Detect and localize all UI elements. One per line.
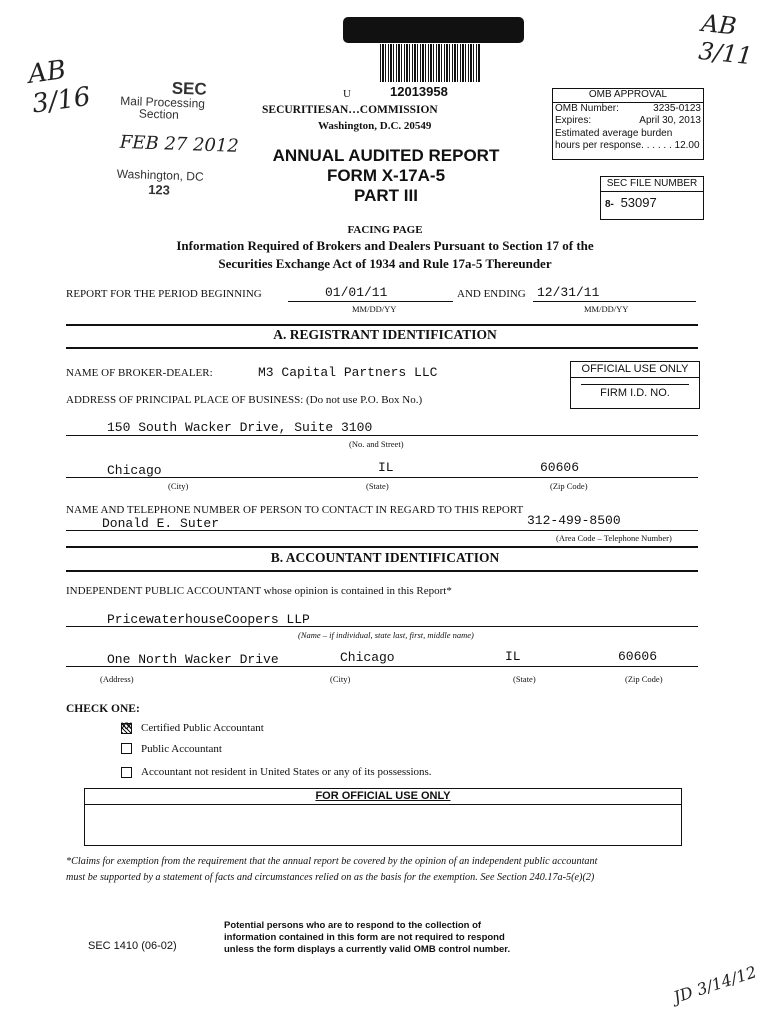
omb-number: 3235-0123 <box>653 102 701 114</box>
address-label: ADDRESS OF PRINCIPAL PLACE OF BUSINESS: (Do not use P.O. Box No.) <box>66 394 423 406</box>
accountant-city: Chicago <box>340 650 395 665</box>
omb-title: OMB APPROVAL <box>553 89 703 103</box>
stamp-city: Washington, DC <box>116 166 204 184</box>
accountant-name-caption: (Name – if individual, state last, first, middle name) <box>298 630 474 640</box>
info-line-1: Information Required of Brokers and Dealers Pursuant to Section 17 of the <box>176 238 594 253</box>
period-begin-format: MM/DD/YY <box>352 304 397 314</box>
accountant-state-caption: (State) <box>513 674 536 684</box>
form-number: SEC 1410 (06-02) <box>88 940 177 952</box>
sec-file-prefix: 8- <box>605 199 614 210</box>
handwriting-top-left: AB 3/16 <box>26 54 93 120</box>
title-line-3: PART III <box>354 186 418 205</box>
period-end-format: MM/DD/YY <box>584 304 629 314</box>
nonresident-accountant-checkbox[interactable] <box>121 767 132 778</box>
for-official-use-title: FOR OFFICIAL USE ONLY <box>85 789 681 805</box>
registrant-zip: 60606 <box>540 460 580 475</box>
broker-name: M3 Capital Partners LLC <box>258 365 438 380</box>
contact-phone: 312-499-8500 <box>527 513 621 528</box>
handwriting-top-right: AB 3/11 <box>697 9 754 71</box>
omb-notice <box>224 920 510 956</box>
stamp-date: FEB 27 2012 <box>119 131 240 157</box>
check-mark: XX <box>121 721 132 731</box>
public-accountant-checkbox[interactable] <box>121 743 132 754</box>
stamp-section: Section <box>138 106 180 122</box>
official-use-only: OFFICIAL USE ONLY <box>571 362 699 378</box>
section-b-title: B. ACCOUNTANT IDENTIFICATION <box>270 550 500 565</box>
form-title <box>268 146 504 206</box>
stamp-mail-processing: Mail Processing <box>120 93 206 111</box>
zip-caption: (Zip Code) <box>550 481 588 491</box>
title-line-2: FORM X-17A-5 <box>326 166 446 185</box>
omb-number-label: OMB Number: <box>555 102 619 114</box>
sec-file-number: 53097 <box>620 195 657 210</box>
period-begin-label: REPORT FOR THE PERIOD BEGINNING <box>66 288 262 300</box>
stamp-number: 123 <box>147 181 171 198</box>
sec-file-title: SEC FILE NUMBER <box>601 177 703 192</box>
omb-burden-2: hours per response. . . . . . 12.00 <box>555 140 700 151</box>
street-address: 150 South Wacker Drive, Suite 3100 <box>107 420 373 435</box>
public-accountant-label: Public Accountant <box>141 743 222 755</box>
received-stamp <box>116 78 250 200</box>
accountant-name: PricewaterhouseCoopers LLP <box>107 612 310 627</box>
omb-notice-1: Potential persons who are to respond to the collection of <box>224 920 482 931</box>
footnote-line-2: must be supported by a statement of facts and circumstances relied on as the basis for the exemption. See Section 240.17a-5(e)(2) <box>66 872 595 883</box>
period-end: 12/31/11 <box>537 285 600 300</box>
info-line-2: Securities Exchange Act of 1934 and Rule 17a-5 Thereunder <box>218 256 552 271</box>
firm-id-label: FIRM I.D. NO. <box>600 387 670 399</box>
registrant-city: Chicago <box>107 463 162 478</box>
official-use-box <box>570 361 700 409</box>
broker-name-label: NAME OF BROKER-DEALER: <box>66 367 213 379</box>
period-begin: 01/01/11 <box>325 285 388 300</box>
accountant-state: IL <box>505 649 521 664</box>
check-one-title: CHECK ONE: <box>66 703 140 715</box>
certified-public-accountant-label: Certified Public Accountant <box>141 722 264 734</box>
registrant-state: IL <box>378 460 394 475</box>
phone-caption: (Area Code – Telephone Number) <box>556 533 672 543</box>
redaction-bar <box>343 17 524 43</box>
handwriting-bottom-right: JD 3/14/12 <box>671 962 759 1007</box>
sec-file-number-box <box>600 176 704 220</box>
title-line-1: ANNUAL AUDITED REPORT <box>272 146 500 165</box>
header-prefix: U <box>343 88 351 100</box>
accountant-zip: 60606 <box>618 649 658 664</box>
state-caption: (State) <box>366 481 389 491</box>
omb-notice-2: information contained in this form are not required to respond <box>224 932 505 943</box>
barcode <box>380 44 480 82</box>
for-official-use-box <box>84 788 682 846</box>
omb-expires-label: Expires: <box>555 115 592 126</box>
contact-label: NAME AND TELEPHONE NUMBER OF PERSON TO CONTACT IN REGARD TO THIS REPORT <box>66 504 524 516</box>
city-caption: (City) <box>168 481 189 491</box>
footnote-line-1: *Claims for exemption from the requirement that the annual report be covered by the opinion of an independent public accountant <box>66 856 598 867</box>
accountant-address: One North Wacker Drive <box>107 652 279 667</box>
period-end-label: AND ENDING <box>457 288 526 300</box>
omb-approval-box <box>552 88 704 160</box>
accountant-address-caption: (Address) <box>100 674 134 684</box>
agency-name: SECURITIESAN…COMMISSION <box>262 104 438 116</box>
section-a-title: A. REGISTRANT IDENTIFICATION <box>273 327 497 342</box>
street-caption: (No. and Street) <box>349 439 404 449</box>
accountant-label: INDEPENDENT PUBLIC ACCOUNTANT whose opinion is contained in this Report* <box>66 585 452 597</box>
omb-notice-3: unless the form displays a currently valid OMB control number. <box>224 944 511 955</box>
facing-page: FACING PAGE <box>347 224 423 236</box>
contact-name: Donald E. Suter <box>102 516 220 531</box>
omb-burden-1: Estimated average burden <box>555 127 673 139</box>
barcode-number: 12013958 <box>390 84 448 99</box>
omb-expires: April 30, 2013 <box>639 115 701 126</box>
stamp-sec: SEC <box>171 78 208 99</box>
accountant-zip-caption: (Zip Code) <box>625 674 663 684</box>
nonresident-accountant-label: Accountant not resident in United States or any of its possessions. <box>141 766 432 778</box>
accountant-city-caption: (City) <box>330 674 351 684</box>
agency-address: Washington, D.C. 20549 <box>318 120 432 132</box>
